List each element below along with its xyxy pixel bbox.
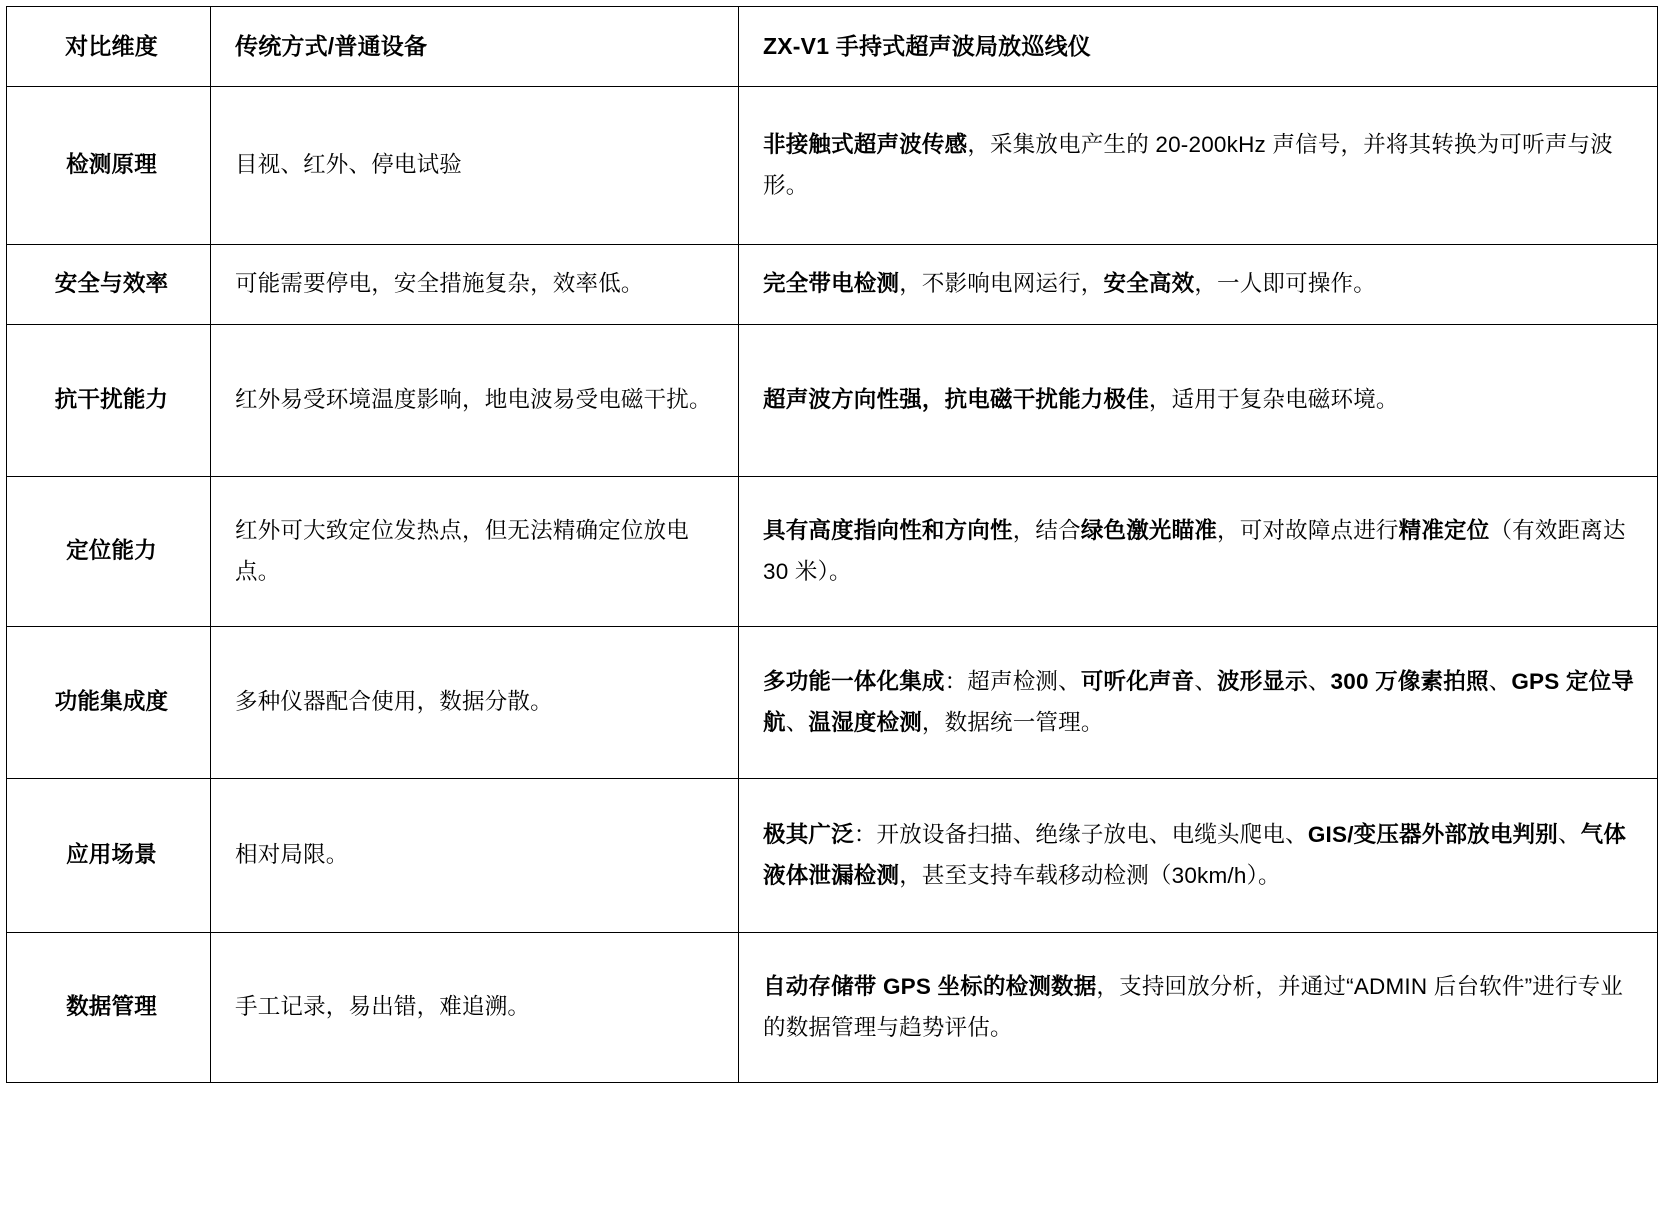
row-traditional: 相对局限。	[211, 779, 739, 933]
comparison-table	[6, 6, 1658, 1083]
header-product: ZX-V1 手持式超声波局放巡线仪	[739, 7, 1658, 87]
row-traditional: 可能需要停电，安全措施复杂，效率低。	[211, 245, 739, 325]
table-row	[7, 627, 1658, 779]
row-product: 具有高度指向性和方向性，结合绿色激光瞄准，可对故障点进行精准定位（有效距离达 30 米）。	[739, 477, 1658, 627]
row-product: 极其广泛：开放设备扫描、绝缘子放电、电缆头爬电、GIS/变压器外部放电判别、气体液体泄漏检测，甚至支持车载移动检测（30km/h）。	[739, 779, 1658, 933]
row-dimension: 检测原理	[7, 87, 211, 245]
table-row	[7, 325, 1658, 477]
row-product: 超声波方向性强，抗电磁干扰能力极佳，适用于复杂电磁环境。	[739, 325, 1658, 477]
row-traditional: 手工记录，易出错，难追溯。	[211, 933, 739, 1083]
row-dimension: 应用场景	[7, 779, 211, 933]
row-traditional: 红外易受环境温度影响，地电波易受电磁干扰。	[211, 325, 739, 477]
row-dimension: 抗干扰能力	[7, 325, 211, 477]
table-body	[7, 7, 1658, 1083]
row-dimension: 功能集成度	[7, 627, 211, 779]
row-product: 非接触式超声波传感，采集放电产生的 20-200kHz 声信号，并将其转换为可听声与波形。	[739, 87, 1658, 245]
table-row	[7, 87, 1658, 245]
row-product: 完全带电检测，不影响电网运行，安全高效，一人即可操作。	[739, 245, 1658, 325]
header-traditional: 传统方式/普通设备	[211, 7, 739, 87]
row-traditional: 多种仪器配合使用，数据分散。	[211, 627, 739, 779]
table-header-row	[7, 7, 1658, 87]
row-product: 自动存储带 GPS 坐标的检测数据，支持回放分析，并通过“ADMIN 后台软件”进行专业的数据管理与趋势评估。	[739, 933, 1658, 1083]
row-dimension: 定位能力	[7, 477, 211, 627]
table-row	[7, 933, 1658, 1083]
row-traditional: 红外可大致定位发热点，但无法精确定位放电点。	[211, 477, 739, 627]
table-row	[7, 245, 1658, 325]
row-dimension: 数据管理	[7, 933, 211, 1083]
table-row	[7, 477, 1658, 627]
row-dimension: 安全与效率	[7, 245, 211, 325]
header-dimension: 对比维度	[7, 7, 211, 87]
row-product: 多功能一体化集成：超声检测、可听化声音、波形显示、300 万像素拍照、GPS 定位导航、温湿度检测，数据统一管理。	[739, 627, 1658, 779]
row-traditional: 目视、红外、停电试验	[211, 87, 739, 245]
table-row	[7, 779, 1658, 933]
